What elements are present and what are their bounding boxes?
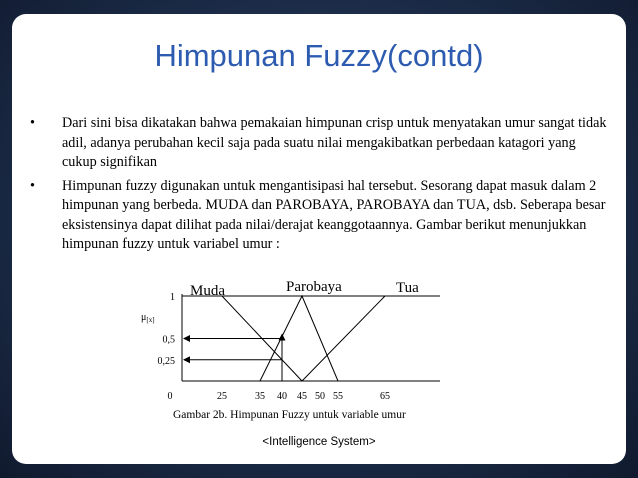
x-tick-label: 65 [380,391,390,402]
y-tick-label: 1 [170,292,175,303]
slide-title: Himpunan Fuzzy(contd) [154,38,484,73]
x-tick-label: 45 [297,391,307,402]
x-tick-label: 50 [315,391,325,402]
x-tick-label: 55 [333,391,343,402]
x-tick-label: 40 [277,391,287,402]
y-tick-label: 0,5 [162,334,175,346]
bullet-marker: • [30,115,35,131]
bullet-text: Himpunan fuzzy digunakan untuk mengantisipasi hal tersebut. Sesorang dapat masuk dalam 2 himpunan yang berbeda. MUDA dan PAROBAYA, PAROBAYA dan TUA, dsb. Seberapa besar eksistensinya dapat dilihat pada nilai/derajat keanggotaannya. Gambar berikut menunjukkan himpunan fuzzy untuk variabel umur : [62,177,606,252]
bullet-marker: • [30,177,35,194]
y-tick-label: 0,25 [157,355,175,367]
x-tick-label: 25 [217,391,227,402]
x-tick-label: 35 [255,391,265,402]
series-label-parobaya: Parobaya [286,279,342,295]
bullet-text: Dari sini bisa dikatakan bahwa pemakaian himpunan crisp untuk menyatakan umur sangat tidak adil, adanya perubahan kecil saja pada suatu nilai mengakibatkan perbedaan katagori yang cukup signifikan [62,115,607,170]
chart-caption: Gambar 2b. Himpunan Fuzzy untuk variable umur [173,409,406,421]
series-label-tua: Tua [396,280,419,296]
y-axis-label: $\mu_{[x]}$ [141,312,155,324]
footer-text: <Intelligence System> [262,436,376,448]
x-tick-label: 0 [167,391,173,402]
series-label-muda: Muda [190,283,225,299]
series-line-tua [302,296,440,381]
